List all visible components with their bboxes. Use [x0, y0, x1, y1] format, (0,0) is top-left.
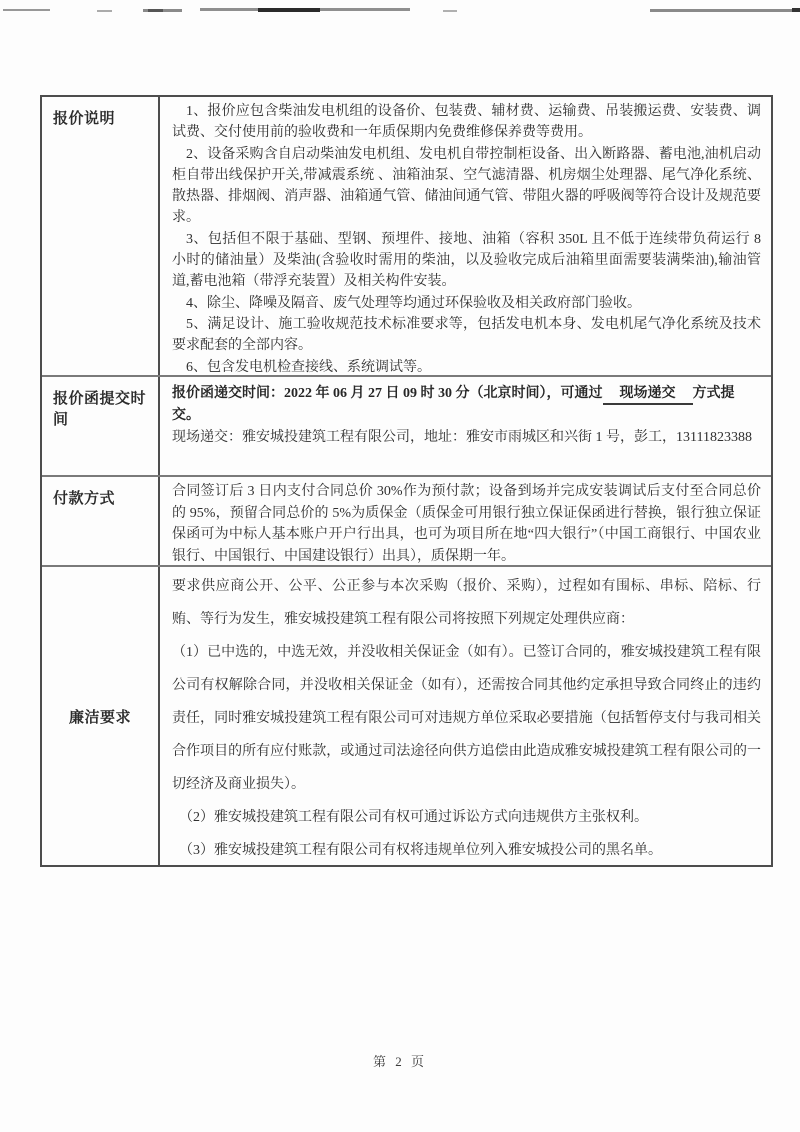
- table-row-quotation-notes: [42, 97, 771, 375]
- row-label-payment-terms: [42, 477, 160, 565]
- submission-method-underlined: 现场递交: [603, 385, 693, 405]
- row-content-payment-terms: [160, 477, 771, 565]
- submission-deadline-line: [172, 383, 761, 427]
- table-row-integrity-requirements: [42, 565, 771, 865]
- paragraph: 要求供应商公开、公平、公正参与本次采购（报价、采购），过程如有围标、串标、陪标、行贿、等行为发生，雅安城投建筑工程有限公司将按照下列规定处理供应商：: [172, 579, 761, 627]
- scan-artifact: [443, 10, 457, 12]
- row-content-quotation-notes: [160, 97, 771, 375]
- list-item: 1、报价应包含柴油发电机组的设备价、包装费、辅材费、运输费、吊装搬运费、安装费、调试费、交付使用前的验收费和一年质保期内免费维修保养费等费用。: [172, 104, 761, 141]
- delivery-address-line: 现场递交：雅安城投建筑工程有限公司，地址：雅安市雨城区和兴街 1 号，彭工，13111823388: [172, 430, 752, 445]
- paragraph: 合同签订后 3 日内支付合同总价 30%作为预付款；设备到场并完成安装调试后支付至合同总价的 95%，预留合同总价的 5%为质保金（质保金可用银行独立保证保函进行替换，银行独立保证保函可为中标人基本账户开户行出具，也可为项目所在地“四大银行”（中国工商银行、中国农业银行、中国银行、中国建设银行）出具），质保期一年。: [172, 484, 761, 564]
- scan-artifact: [3, 9, 50, 11]
- paragraph: （1）已中选的，中选无效，并没收相关保证金（如有）。已签订合同的，雅安城投建筑工程有限公司有权解除合同，并没收相关保证金（如有），还需按合同其他约定承担导致合同终止的违约责任，同时雅安城投建筑工程有限公司可对违规方单位采取必要措施（包括暂停支付与我司相关合作项目的所有应付账款，或通过司法途径向供方追偿由此造成雅安城投建筑工程有限公司的一切经济及商业损失）。: [172, 645, 761, 792]
- deadline-text: 报价函递交时间：2022 年 06 月 27 日 09 时 30 分（北京时间），可通过: [172, 386, 603, 401]
- row-label-text: 付款方式: [53, 491, 116, 507]
- list-item: 6、包含发电机检查接线、系统调试等。: [186, 359, 431, 375]
- scan-artifact: [97, 10, 112, 12]
- list-item: 2、设备采购含自启动柴油发电机组、发电机自带控制柜设备、出入断路器、蓄电池,油机启动柜自带出线保护开关,带减震系统 、油箱油泵、空气滤清器、机房烟尘处理器、尾气净化系统、散热器、排烟阀、消声器、油箱通气管、储油间通气管、带阻火器的呼吸阀等符合设计及规范要求。: [172, 146, 761, 226]
- row-label-text: 报价函提交时间: [53, 391, 147, 428]
- scan-artifact: [650, 9, 800, 12]
- row-label-text: 廉洁要求: [68, 709, 131, 726]
- list-item: 3、包括但不限于基础、型钢、预埋件、接地、油箱（容积 350L 且不低于连续带负荷运行 8 小时的储油量）及柴油(含验收时需用的柴油，以及验收完成后油箱里面需要装满柴油),输油管道,蓄电池箱（带浮充装置）及相关构件安装。: [172, 231, 761, 290]
- list-item: 5、满足设计、施工验收规范技术标准要求等，包括发电机本身、发电机尾气净化系统及技术要求配套的全部内容。: [172, 316, 761, 354]
- list-item: 4、除尘、降噪及隔音、废气处理等均通过环保验收及相关政府部门验收。: [186, 295, 641, 311]
- scan-artifact: [148, 9, 163, 12]
- scan-artifact: [792, 8, 800, 12]
- deadline-suffix: 方式提交。: [172, 386, 735, 423]
- row-content-integrity-requirements: [160, 567, 771, 865]
- row-content-submission-time: [160, 377, 771, 475]
- document-table: [40, 95, 773, 867]
- paragraph: （3）雅安城投建筑工程有限公司有权将违规单位列入雅安城投公司的黑名单。: [179, 843, 662, 858]
- row-label-text: 报价说明: [53, 111, 116, 127]
- row-label-submission-time: [42, 377, 160, 475]
- scan-artifact: [258, 8, 320, 12]
- paragraph: （2）雅安城投建筑工程有限公司有权可通过诉讼方式向违规供方主张权利。: [179, 810, 648, 825]
- row-label-integrity-requirements: [42, 567, 160, 865]
- row-label-quotation-notes: [42, 97, 160, 375]
- page-number: 第 2 页: [372, 1054, 427, 1069]
- table-row-submission-time: [42, 375, 771, 475]
- table-row-payment-terms: [42, 475, 771, 565]
